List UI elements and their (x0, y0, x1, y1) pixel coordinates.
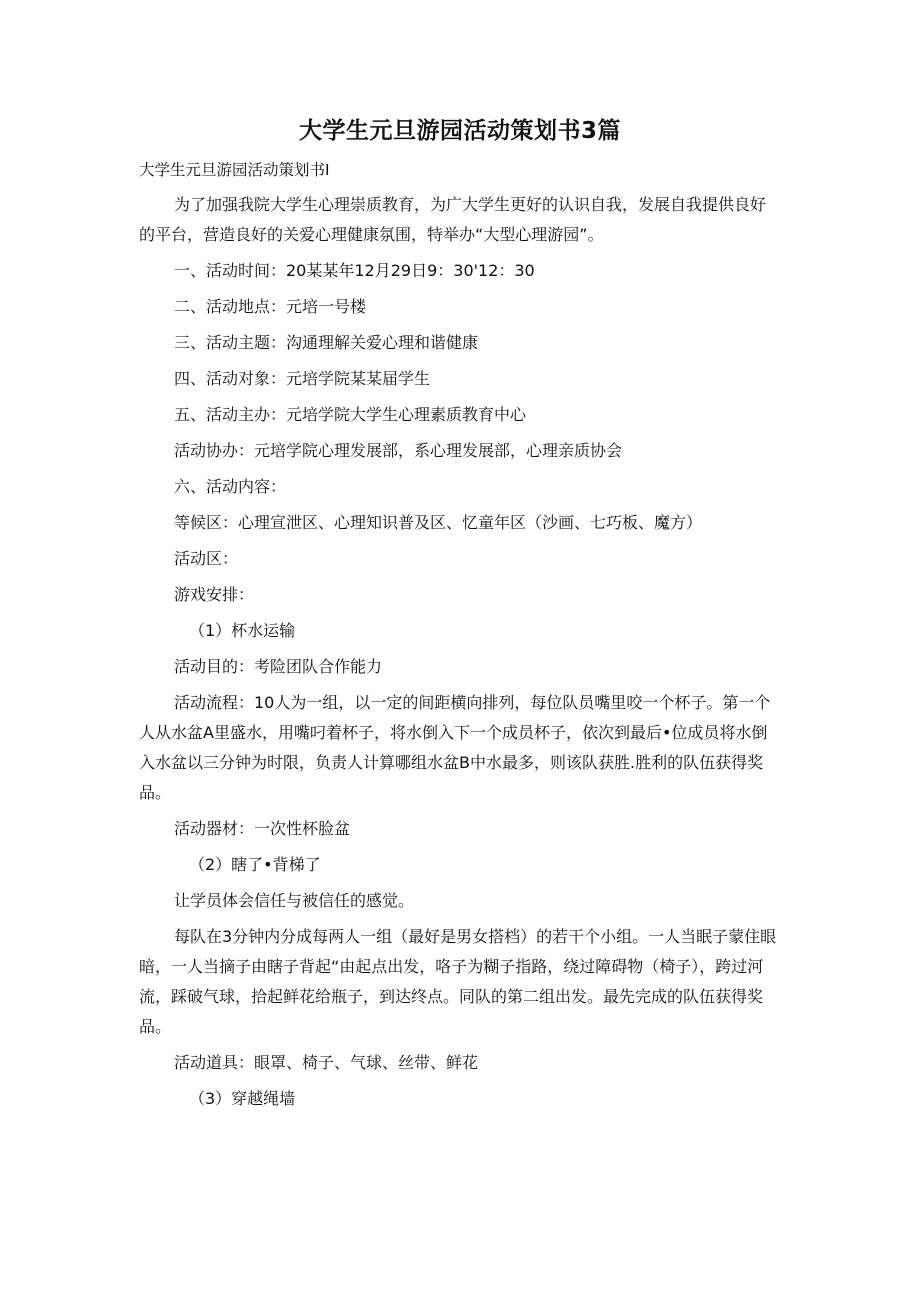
document-subtitle: 大学生元旦游园活动策划书I (139, 161, 330, 179)
paragraph-game-schedule: 游戏安排： (174, 585, 255, 604)
paragraph-co-organizer: 活动协办：元培学院心理发展部，系心理发展部，心理亲质协会 (174, 441, 623, 460)
paragraph-content-heading: 六、活动内容： (174, 477, 287, 496)
paragraph-game-1-equipment: 活动器材：一次性杯脸盆 (174, 819, 351, 838)
paragraph-game-2-props: 活动道具：眼罩、椅子、气球、丝带、鲜花 (174, 1053, 479, 1072)
paragraph-activity-area: 活动区： (174, 549, 239, 568)
paragraph-waiting-area: 等候区：心理宣泄区、心理知识普及区、忆童年区（沙画、七巧板、魔方） (174, 513, 703, 532)
paragraph-game-2-goal: 让学员体会信任与被信任的感觉。 (174, 891, 415, 910)
paragraph-time: 一、活动时间：20某某年12月29日9：30'12：30 (174, 261, 535, 280)
paragraph-game-1-title: （1）杯水运输 (189, 621, 296, 640)
paragraph-audience: 四、活动对象：元培学院某某届学生 (174, 369, 431, 388)
paragraph-theme: 三、活动主题：沟通理解关爱心理和谐健康 (174, 333, 479, 352)
paragraph-game-2-title: （2）瞎了•背梯了 (189, 855, 321, 874)
paragraph-game-1-purpose: 活动目的：考险团队合作能力 (174, 657, 383, 676)
paragraph-game-3-title: （3）穿越绳墙 (189, 1089, 296, 1108)
document-body (139, 190, 779, 1120)
paragraph-intro: 为了加强我院大学生心理崇质教育，为广大学生更好的认识自我，发展自我提供良好的平台，营造良好的关爱心理健康氛围，特举办“大型心理游园”。 (139, 195, 767, 244)
document-title: 大学生元旦游园活动策划书3篇 (298, 118, 621, 144)
paragraph-game-1-process: 活动流程：10人为一组，以一定的间距横向排列，每位队员嘴里咬一个杯子。第一个人从水盆A里盛水，用嘴叼着杯子，将水倒入下一个成员杯子，依次到最后•位成员将水倒入水盆以三分钟为时限，负责人计算哪组水盆B中水最多，则该队获胜.胜利的队伍获得奖品。 (139, 693, 771, 802)
paragraph-game-2-process: 每队在3分钟内分成每两人一组（最好是男女搭档）的若干个小组。一人当眠子蒙住眼暗，一人当摘子由瞎子背起“由起点出发，咯子为糊子指路，绕过障碍物（椅子），跨过河流，踩破气球，拾起鲜花给瓶子，到达终点。同队的第二组出发。最先完成的队伍获得奖品。 (139, 927, 777, 1036)
paragraph-location: 二、活动地点：元培一号楼 (174, 297, 367, 316)
paragraph-organizer: 五、活动主办：元培学院大学生心理素质教育中心 (174, 405, 527, 424)
